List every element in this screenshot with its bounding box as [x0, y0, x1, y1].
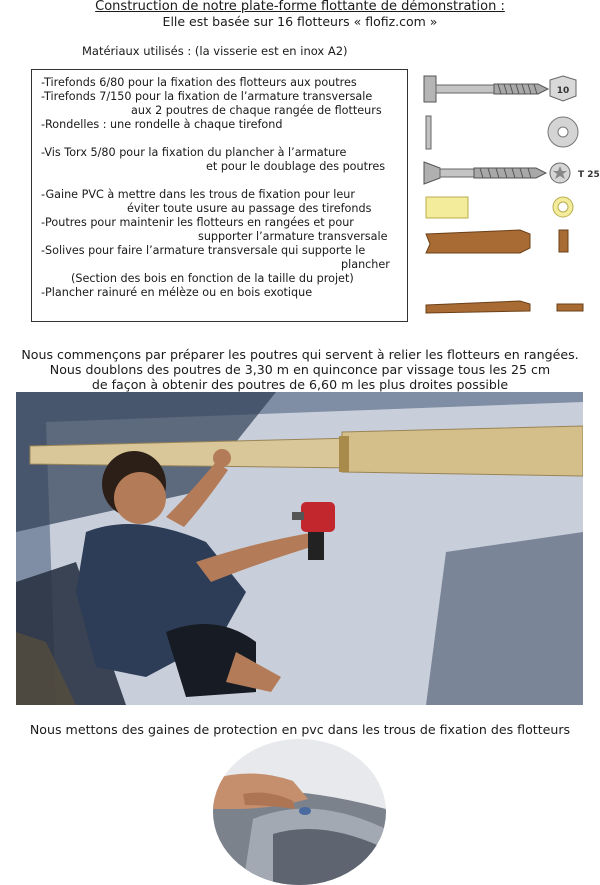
plank-icon: [426, 301, 530, 313]
beam-assembly-photo: [16, 392, 583, 705]
section1-line: Nous doublons des poutres de 3,30 m en quinconce par vissage tous les 25 cm: [49, 362, 551, 377]
materials-line: -Poutres pour maintenir les flotteurs en rangées et pour: [41, 216, 354, 229]
materials-line: -Gaine PVC à mettre dans les trous de fixation pour leur: [41, 188, 355, 201]
materials-list-box: [31, 69, 408, 322]
page-title: Construction de notre plate-forme flottante de démonstration :: [95, 0, 505, 14]
materials-line: -Rondelles : une rondelle à chaque tirefond: [41, 118, 283, 131]
hex-nut-icon: [550, 76, 576, 101]
section1-line: Nous commençons par préparer les poutres qui servent à relier les flotteurs en rangées.: [21, 347, 579, 362]
beam-section-icon: [559, 230, 568, 252]
materials-line: éviter toute usure au passage des tirefonds: [127, 202, 372, 215]
pvc-sleeve-icon: [426, 197, 468, 218]
section1-text: [0, 347, 600, 392]
materials-line: et pour le doublage des poutres: [206, 160, 386, 173]
section1-line: de façon à obtenir des poutres de 6,60 m les plus droites possible: [91, 377, 509, 392]
pvc-sleeve: [299, 807, 311, 815]
torx-screw-icon: [424, 162, 546, 184]
torx-size-label: T 25: [578, 170, 600, 180]
beam: [342, 426, 583, 476]
pvc-ring-icon: [553, 197, 573, 217]
nut-size-label: 10: [556, 86, 570, 96]
washer-side-icon: [426, 116, 431, 149]
beam-icon: [426, 230, 530, 253]
materials-line: -Plancher rainuré en mélèze ou en bois exotique: [41, 286, 313, 299]
materials-heading: Matériaux utilisés : (la visserie est en inox A2): [82, 44, 348, 58]
page-subtitle: Elle est basée sur 16 flotteurs « flofiz.com »: [162, 14, 438, 29]
materials-line: (Section des bois en fonction de la taille du projet): [71, 272, 354, 285]
plank-section-icon: [557, 304, 583, 311]
lag-screw-icon: [424, 76, 548, 102]
materials-line: -Tirefonds 6/80 pour la fixation des flotteurs aux poutres: [41, 76, 357, 89]
materials-line: -Vis Torx 5/80 pour la fixation du plancher à l’armature: [41, 146, 347, 159]
hardware-illustrations: [420, 68, 600, 318]
materials-line: supporter l’armature transversale: [198, 230, 388, 243]
materials-line: -Solives pour faire l’armature transversale qui supporte le: [41, 244, 366, 257]
torx-head-icon: [550, 163, 600, 183]
washer-icon: [548, 117, 578, 147]
materials-line: -Tirefonds 7/150 pour la fixation de l’armature transversale: [41, 90, 373, 103]
materials-line: plancher: [341, 258, 390, 271]
materials-line: aux 2 poutres de chaque rangée de flotteurs: [131, 104, 382, 117]
section2-caption: Nous mettons des gaines de protection en pvc dans les trous de fixation des flotteurs: [29, 722, 571, 737]
pvc-sleeve-photo: [213, 739, 386, 885]
